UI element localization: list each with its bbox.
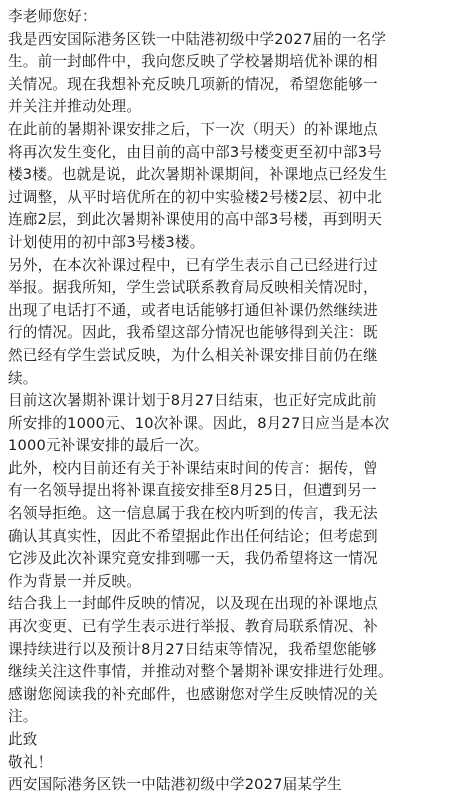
letter-line: 作为背景一并反映。: [8, 572, 142, 590]
letter-line: 目前这次暑期补课计划于8月27日结束，也正好完成此前: [8, 392, 377, 410]
greeting: 李老师您好：: [8, 8, 97, 25]
letter-line: 行的情况。因此，我希望这部分情况也能够得到关注：既: [8, 324, 378, 342]
letter-line: 结合我上一封邮件反映的情况，以及现在出现的补课地点: [8, 595, 378, 613]
letter-line: 出现了电话打不通，或者电话能够打通但补课仍然继续进: [8, 301, 378, 319]
letter-line: 感谢您阅读我的补充邮件，也感谢您对学生反映情况的关: [8, 685, 378, 703]
letter-line: 它涉及此次补课究竟安排到哪一天，我仍希望将这一情况: [8, 550, 378, 568]
letter-line: 举报。据我所知，学生尝试联系教育局反映相关情况时，: [8, 279, 378, 297]
letter-line: 楼3楼。也就是说，此次暑期补课期间，补课地点已经发生: [8, 166, 388, 184]
letter-line: 此致: [8, 731, 38, 748]
letter-line: 并关注并推动处理。: [8, 98, 142, 116]
letter-lines: [8, 29, 462, 797]
letter-line: 名领导拒绝。这一信息属于我在校内听到的传言，我无法: [8, 505, 378, 523]
letter-line: 过调整，从平时培优所在的初中实验楼2号楼2层、初中北: [8, 188, 383, 206]
letter-line: 计划使用的初中部3号楼3楼。: [8, 233, 205, 251]
letter-line: 西安国际港务区铁一中陆港初级中学2027届某学生: [8, 776, 342, 794]
letter-line: 生。前一封邮件中，我向您反映了学校暑期培优补课的相: [8, 53, 378, 71]
letter-line: 课持续进行以及预计8月27日结束等情况，我希望您能够: [8, 640, 377, 658]
letter-line: 将再次发生变化，由目前的高中部3号楼变更至初中部3号: [8, 143, 383, 161]
letter-line: 敬礼！: [8, 753, 53, 771]
letter-line: 继续关注这件事情，并推动对整个暑期补课安排进行处理。: [8, 663, 393, 681]
letter-line: 我是西安国际港务区铁一中陆港初级中学2027届的一名学: [8, 30, 387, 48]
letter-line: 在此前的暑期补课安排之后，下一次（明天）的补课地点: [8, 120, 378, 138]
letter-line: 1000元补课安排的最后一次。: [8, 437, 209, 455]
letter-line: 所安排的1000元、10次补课。因此，8月27日应当是本次: [8, 414, 390, 432]
letter-line: 再次变更、已有学生表示进行举报、教育局联系情况、补: [8, 618, 378, 636]
letter-line: 此外，校内目前还有关于补课结束时间的传言：据传，曾: [8, 459, 378, 477]
letter-line: 续。: [8, 369, 38, 387]
letter-line: 有一名领导提出将补课直接安排至8月25日，但遭到另一: [8, 482, 377, 500]
letter-line: 另外，在本次补课过程中，已有学生表示自己已经进行过: [8, 256, 378, 274]
letter-line: 确认其真实性，因此不希望据此作出任何结论；但考虑到: [8, 527, 378, 545]
letter-line: 连廊2层，到此次暑期补课使用的高中部3号楼，再到明天: [8, 211, 383, 229]
letter-line: 关情况。现在我想补充反映几项新的情况，希望您能够一: [8, 75, 378, 93]
letter-line: 注。: [8, 708, 38, 726]
letter-line: 然已经有学生尝试反映，为什么相关补课安排目前仍在继: [8, 346, 378, 364]
